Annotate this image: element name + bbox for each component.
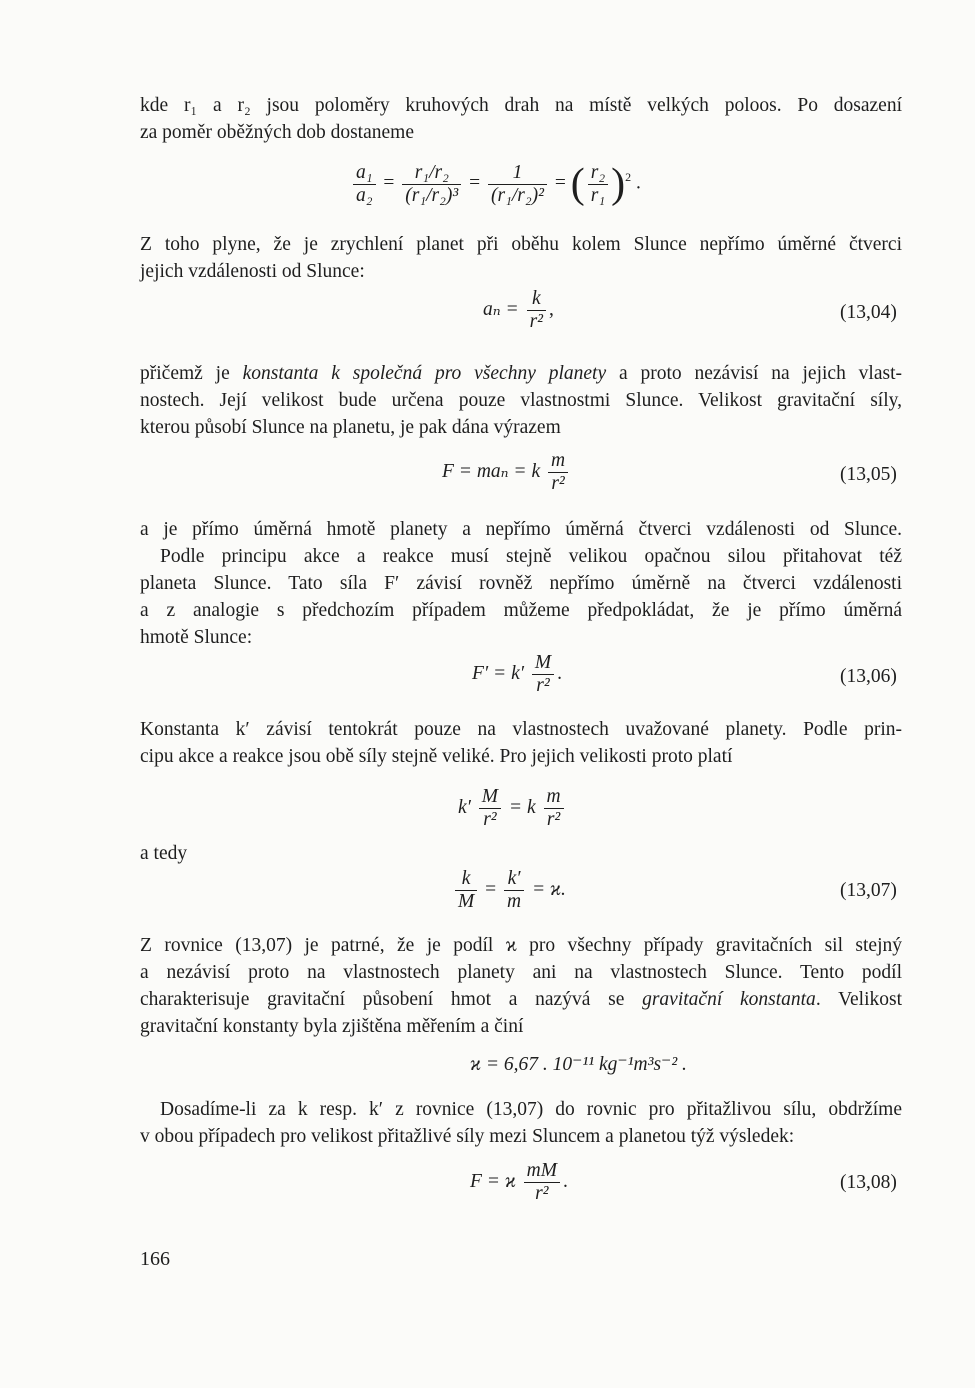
text-line: v obou případech pro velikost přitažlivé síly mezi Sluncem a planetou týž výsledek: <box>140 1126 795 1147</box>
text-line: charakterisuje gravitační působení hmot a nazývá se gravitační konstanta. Velikost <box>140 989 902 1010</box>
paragraph-4 <box>140 516 902 651</box>
emphasis: gravitační konstanta <box>642 989 816 1010</box>
emphasis: konstanta k společná pro všechny planety <box>242 363 607 384</box>
fraction: $\frac{k}{\text{r²}}$ <box>527 288 546 333</box>
text-line: Konstanta k′ závisí tentokrát pouze na vlastnostech uvažované planety. Podle prin- <box>140 719 902 740</box>
fraction: $\frac{mM}{\text{r²}}$ <box>524 1160 560 1205</box>
fraction: $\frac{1}{\text{(r₁/r₂)²}}$ <box>488 162 547 207</box>
text-line: přičemž je konstanta k společná pro všechny planety a proto nezávisí na jejich vlast- <box>140 363 902 384</box>
fraction: $\frac{M}{\text{r²}}$ <box>479 786 501 831</box>
equation-13-08: F = ϰ $\frac{mM}{\text{r²}}$ . <box>470 1160 568 1204</box>
text-line: kde r₁ a r₂ jsou poloměry kruhových drah na místě velkých poloos. Po dosazení <box>140 95 902 116</box>
text-line: planeta Slunce. Tato síla F′ závisí rovněž nepřímo úměrně na čtverci vzdálenosti <box>140 573 902 594</box>
fraction: $\frac{\text{r₂}}{\text{r₁}}$ <box>588 162 608 207</box>
fraction: $\frac{m}{\text{r²}}$ <box>544 786 564 831</box>
text-line: Dosadíme-li za k resp. k′ z rovnice (13,07) do rovnic pro přitažlivou sílu, obdržíme <box>160 1099 902 1120</box>
equation-number: (13,06) <box>840 666 897 687</box>
fraction: $\frac{m}{\text{r²}}$ <box>548 450 568 495</box>
paragraph-1 <box>140 92 902 146</box>
fraction: $\frac{k}{M}$ <box>455 868 477 913</box>
equation-13-07: $\frac{k}{M}$ = $\frac{k'}{m}$ = ϰ. <box>452 868 566 913</box>
equation-number: (13,05) <box>840 464 897 485</box>
fraction: $\frac{\text{r₁/r₂}}{\text{(r₁/r₂)³}}$ <box>402 162 461 207</box>
paragraph-6 <box>140 932 902 1040</box>
equation-number: (13,08) <box>840 1172 897 1193</box>
page-number: 166 <box>140 1248 170 1270</box>
equation-number: (13,04) <box>840 302 897 323</box>
text-line: a z analogie s předchozím případem můžeme předpokládat, že je přímo úměrná <box>140 600 902 621</box>
equation-kappa-value: ϰ = 6,67 . 10⁻¹¹ kg⁻¹m³s⁻² . <box>470 1054 687 1075</box>
equation-number: (13,07) <box>840 880 897 901</box>
equation-13-06: F′ = k′ $\frac{M}{\text{r²}}$ . <box>472 652 563 696</box>
text-line: a tedy <box>140 843 188 864</box>
fraction: $\frac{M}{\text{r²}}$ <box>532 652 554 697</box>
equation-forces-equal: k′ $\frac{M}{\text{r²}}$ = k $\frac{m}{\text{r²}}$ <box>458 786 567 831</box>
text-line: a je přímo úměrná hmotě planety a nepřímo úměrná čtverci vzdálenosti od Slunce. <box>140 519 902 540</box>
text-line: hmotě Slunce: <box>140 627 253 648</box>
text-line: kterou působí Slunce na planetu, je pak dána výrazem <box>140 417 561 438</box>
paragraph-7 <box>140 1096 902 1150</box>
equation-13-05: F = maₙ = k $\frac{m}{\text{r²}}$ <box>442 450 571 495</box>
equation-13-04: aₙ = $\frac{k}{\text{r²}}$ , <box>483 288 554 332</box>
text-line: za poměr oběžných dob dostaneme <box>140 122 414 143</box>
text-line: Z toho plyne, že je zrychlení planet při oběhu kolem Slunce nepřímo úměrné čtverci <box>140 234 902 255</box>
fraction: $\frac{\text{a₁}}{\text{a₂}}$ <box>353 162 376 207</box>
paragraph-5 <box>140 716 902 770</box>
text-line: Podle principu akce a reakce musí stejně velikou opačnou silou přitahovat též <box>160 546 902 567</box>
text-line: a nezávisí proto na vlastnostech planety ani na vlastnostech Slunce. Tento podíl <box>140 962 902 983</box>
paragraph-3 <box>140 360 902 441</box>
text-line: cipu akce a reakce jsou obě síly stejně veliké. Pro jejich velikosti proto platí <box>140 746 733 767</box>
equation-period-ratio: $\frac{\text{a₁}}{\text{a₂}}$ = $\frac{\text{r₁/r₂}}{\text{(r₁/r₂)³}}$ = $\frac{1}{\text{(r₁/r₂)²}}$ = ( $\frac{\text{r₂}}{\text{r₁}}$ )$^2$ . <box>350 160 641 208</box>
text-line: nostech. Její velikost bude určena pouze vlastnostmi Slunce. Velikost gravitační síly, <box>140 390 902 411</box>
paragraph-2 <box>140 231 902 285</box>
text-line: Z rovnice (13,07) je patrné, že je podíl ϰ pro všechny případy gravitačních sil stejný <box>140 935 902 956</box>
text-line: gravitační konstanty byla zjištěna měřením a činí <box>140 1016 524 1037</box>
text-line: jejich vzdálenosti od Slunce: <box>140 261 365 282</box>
fraction: $\frac{k'}{m}$ <box>504 868 524 913</box>
